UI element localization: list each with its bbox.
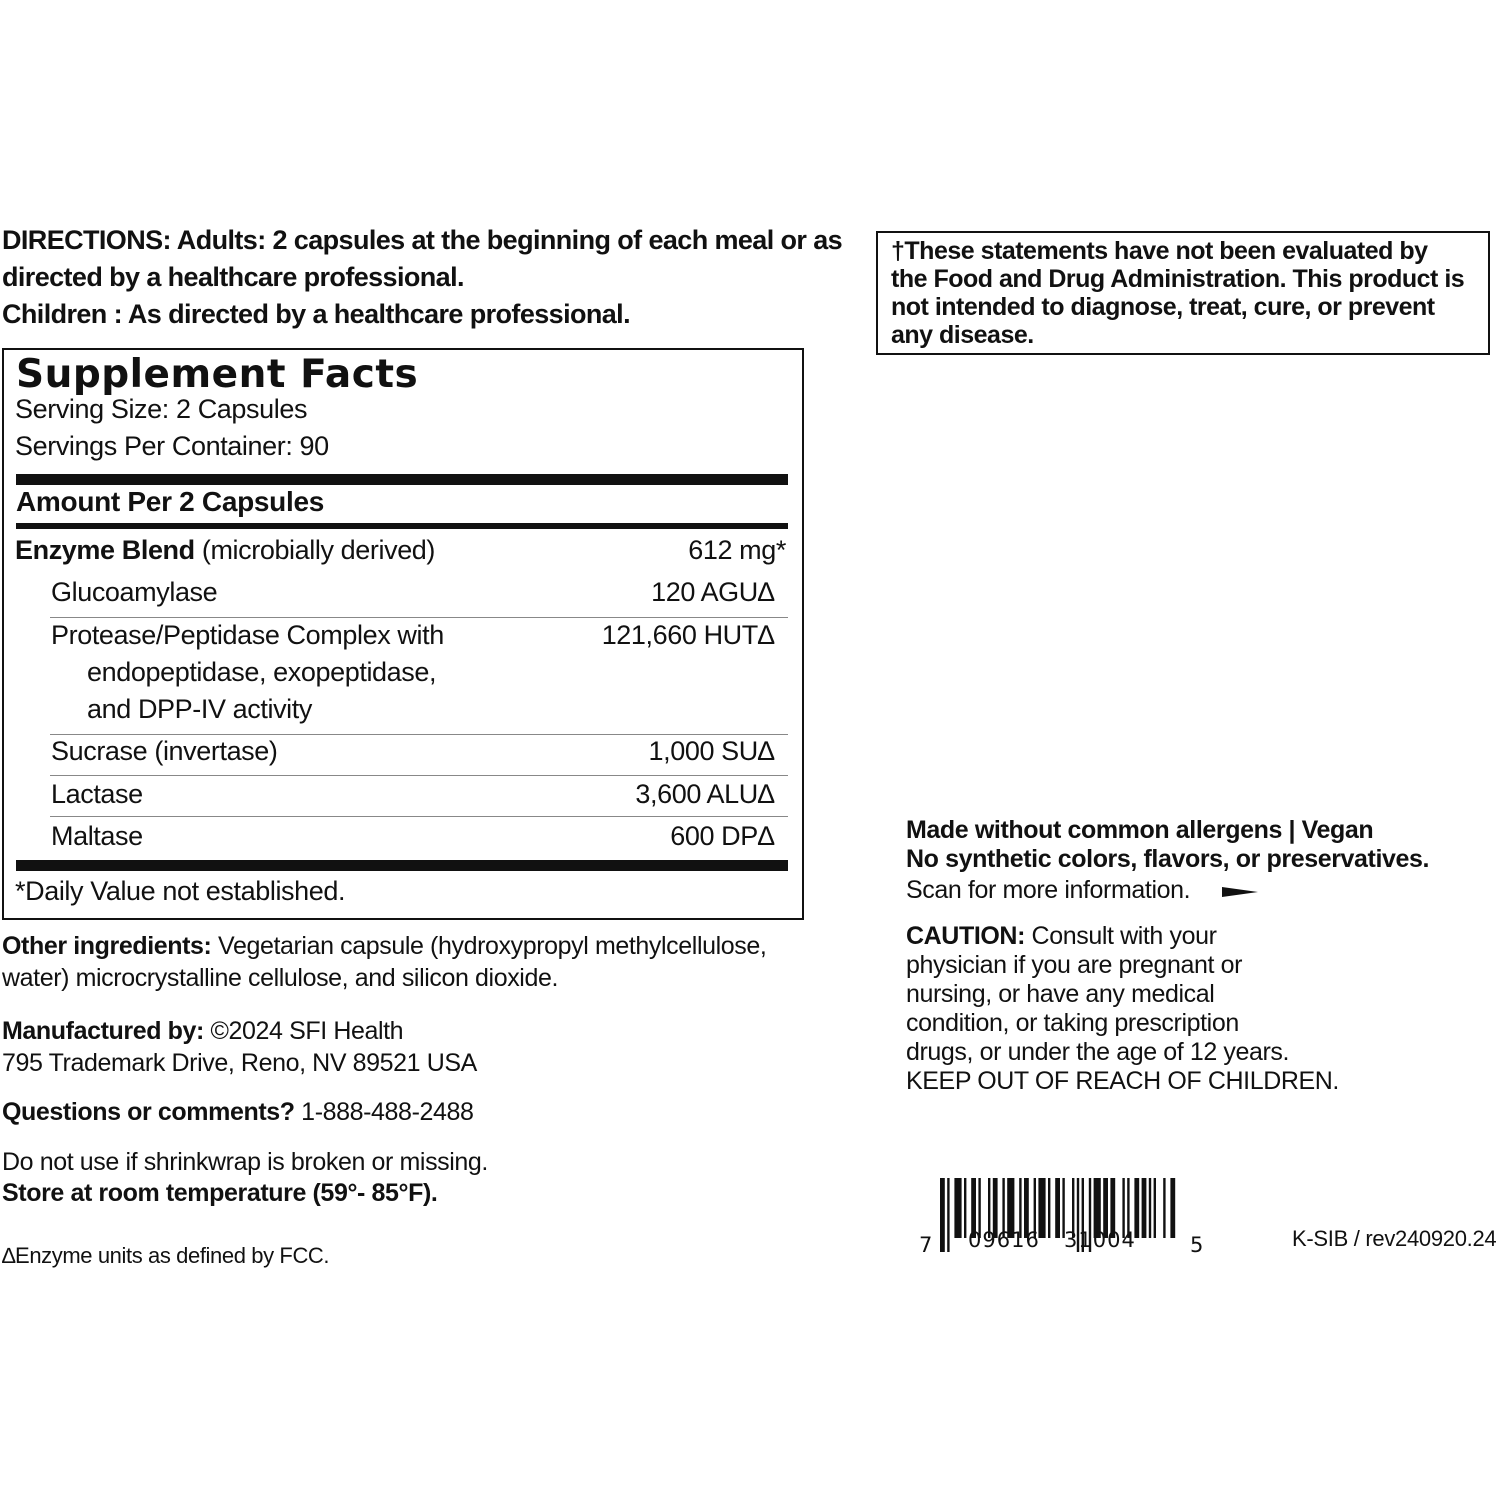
enzyme-blend-label [15, 535, 435, 566]
arrow-right-icon [1222, 885, 1258, 899]
supplement-facts-title: Supplement Facts [16, 352, 419, 397]
other-ingredients-label: Other ingredients: [2, 932, 212, 960]
shrinkwrap-warning: Do not use if shrinkwrap is broken or missing. [2, 1148, 488, 1176]
manufacturer [2, 1015, 403, 1047]
product-code: K-SIB / rev240920.24 [1292, 1226, 1497, 1251]
barcode-bar [1048, 1178, 1050, 1238]
barcode-bar [940, 1178, 945, 1252]
caution-label: CAUTION: [906, 922, 1026, 950]
enzyme-blend-qualifier: (microbially derived) [194, 535, 436, 565]
questions [2, 1096, 474, 1128]
caution-line-3: nursing, or have any medical [906, 980, 1215, 1008]
enzyme-blend-amount: 612 mg* [688, 535, 786, 565]
barcode-right-group: 31004 [1064, 1228, 1136, 1252]
synthetic-claim: No synthetic colors, flavors, or preservatives. [906, 845, 1430, 873]
thick-divider-top [16, 474, 788, 485]
barcode-bar [1149, 1178, 1151, 1238]
caution-line-1: Consult with your [1025, 922, 1217, 950]
ingredient-name-cont: and DPP-IV activity [87, 694, 312, 724]
other-ingredients [2, 930, 766, 962]
barcode-bar [1163, 1178, 1165, 1238]
row-divider [50, 816, 788, 817]
barcode-bar [964, 1178, 966, 1238]
barcode-leading-digit: 7 [919, 1233, 933, 1257]
barcode-trailing-digit: 5 [1190, 1233, 1204, 1257]
ingredient-name: Maltase [51, 821, 143, 851]
directions-line-3: Children : As directed by a healthcare professional. [2, 299, 630, 329]
fda-line-3: not intended to diagnose, treat, cure, or prevent [891, 293, 1435, 321]
servings-per-container: Servings Per Container: 90 [15, 431, 329, 461]
questions-phone: 1-888-488-2488 [294, 1098, 474, 1126]
fda-line-1: †These statements have not been evaluated by [891, 237, 1428, 265]
enzyme-units-note: ∆Enzyme units as defined by FCC. [2, 1243, 330, 1268]
barcode-bar [1142, 1178, 1147, 1238]
other-ingredients-text-1: Vegetarian capsule (hydroxypropyl methylcellulose, [211, 932, 767, 960]
questions-label: Questions or comments? [2, 1098, 295, 1126]
directions-line-2: directed by a healthcare professional. [2, 262, 464, 292]
ingredient-name: Sucrase (invertase) [51, 736, 278, 766]
manufacturer-label: Manufactured by: [2, 1017, 204, 1045]
caution-line-4: condition, or taking prescription [906, 1009, 1239, 1037]
row-divider [50, 617, 788, 618]
ingredient-name: Glucoamylase [51, 577, 218, 607]
medium-divider [16, 523, 788, 529]
enzyme-blend-name: Enzyme Blend [15, 535, 195, 565]
caution-line-2: physician if you are pregnant or [906, 951, 1243, 979]
directions-line-1: DIRECTIONS: Adults: 2 capsules at the beginning of each meal or as [2, 225, 843, 255]
manufacturer-address: 795 Trademark Drive, Reno, NV 89521 USA [2, 1049, 477, 1077]
barcode-bar [947, 1178, 949, 1252]
supplement-facts-panel [2, 348, 804, 920]
daily-value-footnote: *Daily Value not established. [15, 876, 346, 906]
caution-block [906, 922, 1339, 1096]
directions [2, 222, 902, 333]
scan-info: Scan for more information. [906, 876, 1191, 904]
thick-divider-bottom [16, 860, 788, 871]
barcode-bar [1170, 1178, 1175, 1238]
manufacturer-name: ©2024 SFI Health [203, 1017, 404, 1045]
fda-disclaimer-box [876, 231, 1490, 355]
ingredient-amount: 1,000 SU∆ [648, 736, 774, 766]
serving-size: Serving Size: 2 Capsules [15, 394, 308, 424]
row-divider [50, 734, 788, 735]
amount-per-serving: Amount Per 2 Capsules [16, 486, 325, 517]
allergen-claim: Made without common allergens | Vegan [906, 816, 1374, 844]
ingredient-amount: 120 AGU∆ [651, 577, 774, 607]
barcode-bar [1154, 1178, 1156, 1238]
fda-line-4: any disease. [891, 321, 1034, 349]
ingredient-name: Lactase [51, 779, 143, 809]
ingredient-name: Protease/Peptidase Complex with [51, 620, 444, 650]
ingredient-amount: 121,660 HUT∆ [601, 620, 774, 650]
storage-temperature: Store at room temperature (59°- 85°F). [2, 1179, 438, 1207]
barcode-bar [1055, 1178, 1060, 1238]
ingredient-amount: 600 DP∆ [670, 821, 774, 851]
row-divider [50, 775, 788, 776]
caution-line-5: drugs, or under the age of 12 years. [906, 1038, 1290, 1066]
other-ingredients-text-2: water) microcrystalline cellulose, and silicon dioxide. [2, 964, 559, 992]
ingredient-amount: 3,600 ALU∆ [635, 779, 774, 809]
caution-line-6: KEEP OUT OF REACH OF CHILDREN. [906, 1067, 1339, 1095]
fda-disclaimer-text [891, 237, 1491, 349]
fda-line-2: the Food and Drug Administration. This product is [891, 265, 1465, 293]
barcode-bar [954, 1178, 961, 1238]
ingredient-name-cont: endopeptidase, exopeptidase, [87, 657, 437, 687]
barcode-left-group: 09616 [968, 1228, 1040, 1252]
